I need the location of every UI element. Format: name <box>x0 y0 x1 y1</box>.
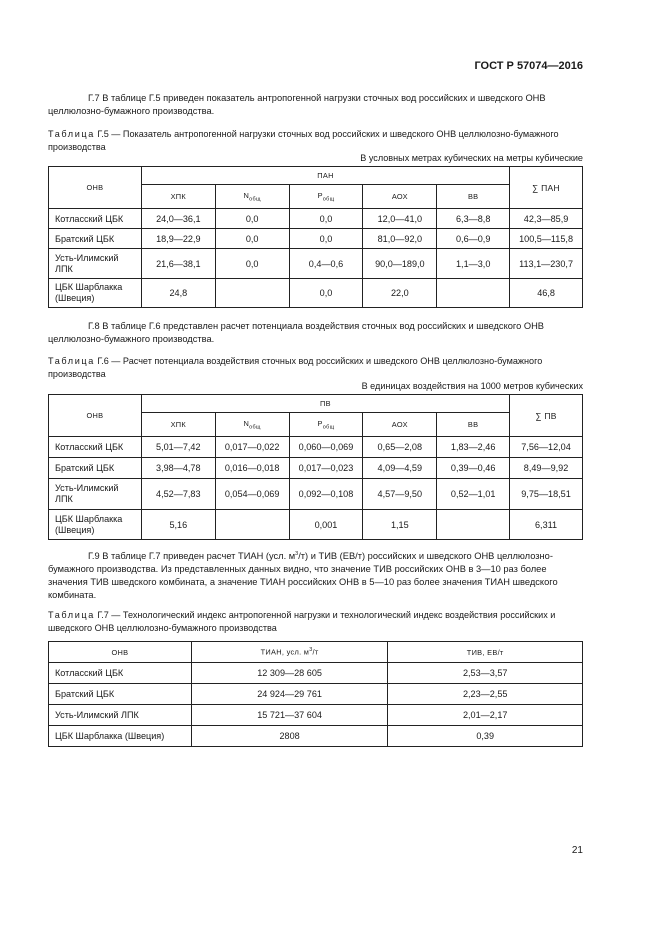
paragraph-g8: Г.8 В таблице Г.6 представлен расчет потенциала воздействия сточных вод российских и шведского ОНВ целлюлозно-бумажного производства. <box>48 321 545 344</box>
col-header-group: ПВ <box>141 395 509 413</box>
col-header-n: $N_{общ}$ <box>215 185 289 209</box>
col-header-p: $P_{общ}$ <box>289 185 363 209</box>
col-header-aox: АОХ <box>363 185 437 209</box>
table-row: Котласский ЦБК 24,0—36,1 0,0 0,0 12,0—41,0 6,3—8,8 42,3—85,9 <box>49 209 583 229</box>
col-header-hpk: ХПК <box>141 185 215 209</box>
table-g7 <box>48 641 583 747</box>
paragraph-g7: Г.7 В таблице Г.5 приведен показатель антропогенной нагрузки сточных вод российских и шведского ОНВ целлюлозно-бумажного производства. <box>48 93 546 116</box>
table-g6 <box>48 394 583 540</box>
table-row: Котласский ЦБК 12 309—28 605 2,53—3,57 <box>49 663 583 684</box>
document-code: ГОСТ Р 57074—2016 <box>474 60 583 72</box>
table-row: Братский ЦБК 18,9—22,9 0,0 0,0 81,0—92,0 0,6—0,9 100,5—115,8 <box>49 229 583 249</box>
table-row: Усть-Илимский ЛПК 15 721—37 604 2,01—2,17 <box>49 705 583 726</box>
paragraph-g9: Г.9 В таблице Г.7 приведен расчет ТИАН (усл. $м^3/т$) и ТИВ (ЕВ/т) российских и шведского ОНВ целлюлозно-бумажного производства. Из представленных данных видно, что значение ТИВ российских ОНВ в 3—10 раз более значения ТИВ шведского комбината, а значение ТИАН российских ОНВ в 5—10 раз более значения ТИАН шведского комбината. <box>48 551 558 601</box>
col-header-hpk: ХПК <box>141 413 215 437</box>
col-header-vv: ВВ <box>437 185 510 209</box>
col-header-n: $N_{общ}$ <box>215 413 289 437</box>
col-header-tian: ТИАН, усл. $м^3/т$ <box>191 642 388 663</box>
table-row: Усть-Илимский ЛПК 4,52—7,83 0,054—0,069 0,092—0,108 4,57—9,50 0,52—1,01 9,75—18,51 <box>49 479 583 510</box>
table-g7-caption: Таблица Г.7 — Технологический индекс антропогенной нагрузки и технологический индекс воздействия российских и шведского ОНВ целлюлозно-бумажного производства <box>48 610 556 633</box>
table-row: Котласский ЦБК 5,01—7,42 0,017—0,022 0,060—0,069 0,65—2,08 1,83—2,46 7,56—12,04 <box>49 437 583 458</box>
col-header-sum: ∑ ПАН <box>510 167 583 209</box>
table-g6-units: В единицах воздействия на 1000 метров кубических <box>361 381 583 391</box>
table-row: ЦБК Шарблакка (Швеция) 5,16 0,001 1,15 6,311 <box>49 510 583 540</box>
page-number: 21 <box>571 845 583 856</box>
col-header-onv: ОНВ <box>49 167 142 209</box>
table-g6-caption: Таблица Г.6 — Расчет потенциала воздействия сточных вод российских и шведского ОНВ целлюлозно-бумажного производства <box>48 356 543 379</box>
table-row: Братский ЦБК 24 924—29 761 2,23—2,55 <box>49 684 583 705</box>
table-row: ЦБК Шарблакка (Швеция) 2808 0,39 <box>49 726 583 747</box>
table-g5 <box>48 166 583 308</box>
col-header-sum: ∑ ПВ <box>510 395 583 437</box>
col-header-group: ПАН <box>141 167 509 185</box>
col-header-vv: ВВ <box>437 413 510 437</box>
table-row: Братский ЦБК 3,98—4,78 0,016—0,018 0,017—0,023 4,09—4,59 0,39—0,46 8,49—9,92 <box>49 458 583 479</box>
col-header-aox: АОХ <box>363 413 437 437</box>
col-header-tiv: ТИВ, ЕВ/т <box>388 642 583 663</box>
col-header-onv: ОНВ <box>49 642 192 663</box>
col-header-onv: ОНВ <box>49 395 142 437</box>
table-row: ЦБК Шарблакка (Швеция) 24,8 0,0 22,0 46,8 <box>49 279 583 308</box>
table-row: Усть-Илимский ЛПК 21,6—38,1 0,0 0,4—0,6 90,0—189,0 1,1—3,0 113,1—230,7 <box>49 249 583 279</box>
table-g5-units: В условных метрах кубических на метры кубические <box>360 153 583 163</box>
col-header-p: $P_{общ}$ <box>289 413 363 437</box>
table-g5-caption: Таблица Г.5 — Показатель антропогенной нагрузки сточных вод российских и шведского ОНВ целлюлозно-бумажного производства <box>48 129 559 152</box>
